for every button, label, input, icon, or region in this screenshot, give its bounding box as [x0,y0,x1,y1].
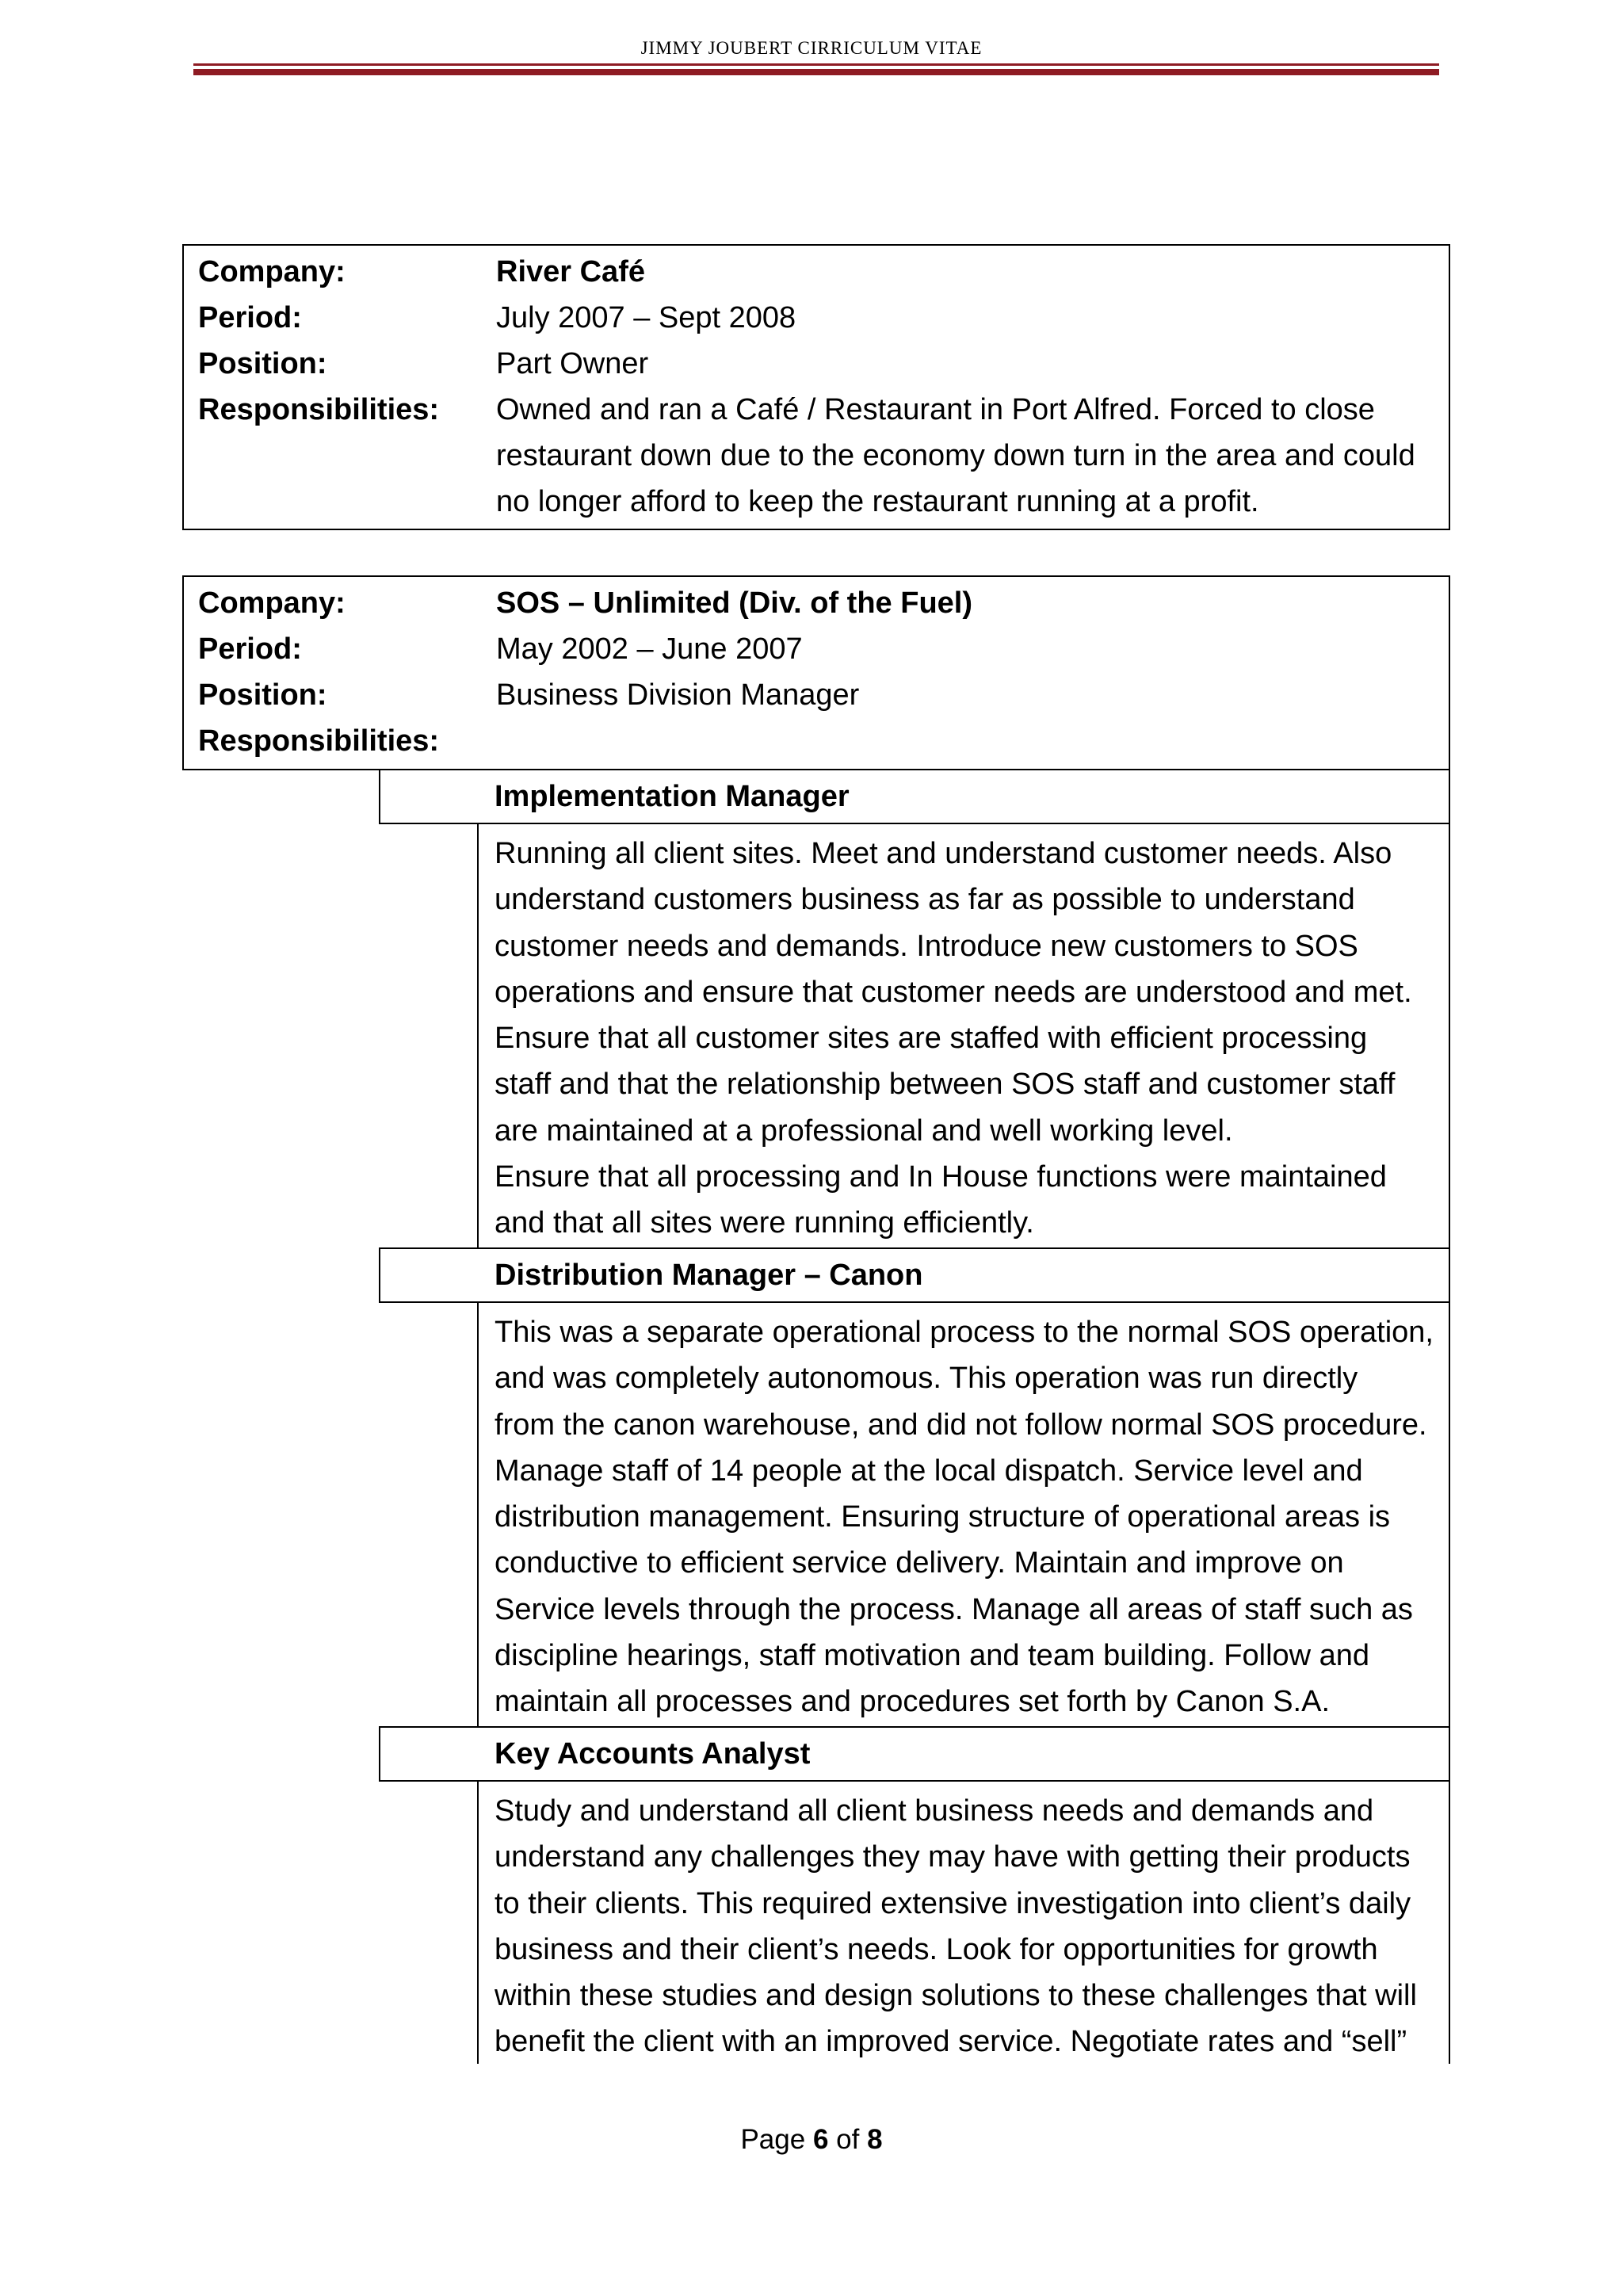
text-line: Running all client sites. Meet and understand customer needs. Also [495,837,1392,870]
period-label: Period: [198,301,302,334]
text-line: Service levels through the process. Manage all areas of staff such as [495,1592,1413,1626]
period-value: July 2007 – Sept 2008 [496,301,796,334]
text-line: Ensure that all customer sites are staffed with efficient processing [495,1022,1368,1056]
text-line: no longer afford to keep the restaurant running at a profit. [496,485,1259,518]
text-line: and was completely autonomous. This operation was run directly [495,1362,1358,1396]
text-line: understand any challenges they may have with getting their products [495,1840,1411,1874]
text-line: discipline hearings, staff motivation and team building. Follow and [495,1639,1370,1673]
position-value: Part Owner [496,347,649,380]
responsibilities-text [496,387,1439,525]
text-line: Owned and ran a Café / Restaurant in Port Alfred. Forced to close [496,393,1375,426]
period-value: May 2002 – June 2007 [496,632,803,666]
text-line: Manage staff of 14 people at the local dispatch. Service level and [495,1454,1363,1488]
position-label: Position: [198,347,327,380]
job-sos-unlimited [182,575,1450,770]
text-line: operations and ensure that customer needs are understood and met. [495,975,1412,1009]
company-value: River Café [496,255,645,288]
role-body-key-accounts-analyst [477,1780,1450,2064]
text-line: customer needs and demands. Introduce new customers to SOS [495,929,1358,963]
position-value: Business Division Manager [496,678,860,712]
text-line: restaurant down due to the economy down turn in the area and could [496,439,1415,472]
text-line: maintain all processes and procedures set forth by Canon S.A. [495,1685,1331,1719]
of-word: of [836,2124,860,2155]
job-river-cafe [182,244,1450,530]
company-value: SOS – Unlimited (Div. of the Fuel) [496,586,973,620]
page-word: Page [740,2124,806,2155]
text-line: Ensure that all processing and In House functions were maintained [495,1160,1387,1194]
header-rule-thin [193,63,1439,66]
position-label: Position: [198,678,327,712]
text-line: and that all sites were running efficiently. [495,1206,1034,1240]
responsibilities-label: Responsibilities: [198,724,440,758]
role-title: Distribution Manager – Canon [495,1259,923,1292]
responsibilities-label: Responsibilities: [198,393,440,426]
role-title: Implementation Manager [495,780,850,813]
page-total: 8 [867,2124,883,2155]
text-line: from the canon warehouse, and did not follow normal SOS procedure. [495,1408,1427,1442]
header-rule-thick [193,69,1439,75]
text-line: are maintained at a professional and well working level. [495,1114,1233,1148]
text-line: understand customers business as far as possible to understand [495,883,1355,917]
company-label: Company: [198,586,346,620]
page-header: JIMMY JOUBERT CIRRICULUM VITAE [640,38,983,58]
period-label: Period: [198,632,302,666]
text-line: staff and that the relationship between SOS staff and customer staff [495,1068,1396,1102]
role-body-distribution-manager [477,1301,1450,1728]
role-body-implementation-manager [477,823,1450,1249]
text-line: This was a separate operational process to the normal SOS operation, [495,1316,1434,1349]
text-line: Study and understand all client business needs and demands and [495,1794,1374,1828]
text-line: business and their client’s needs. Look for opportunities for growth [495,1932,1378,1966]
page-number: 6 [812,2124,829,2155]
page-footer [0,2124,1623,2156]
text-line: benefit the client with an improved service. Negotiate rates and “sell” [495,2025,1407,2059]
text-line: within these studies and design solutions to these challenges that will [495,1979,1417,2013]
role-header-distribution-manager [379,1247,1450,1303]
text-line: distribution management. Ensuring structure of operational areas is [495,1500,1391,1534]
text-line: conductive to efficient service delivery. Maintain and improve on [495,1546,1344,1580]
role-title: Key Accounts Analyst [495,1737,811,1771]
text-line: to their clients. This required extensive investigation into client’s daily [495,1886,1411,1920]
role-header-implementation-manager [379,769,1450,824]
company-label: Company: [198,255,346,288]
role-header-key-accounts-analyst [379,1726,1450,1782]
